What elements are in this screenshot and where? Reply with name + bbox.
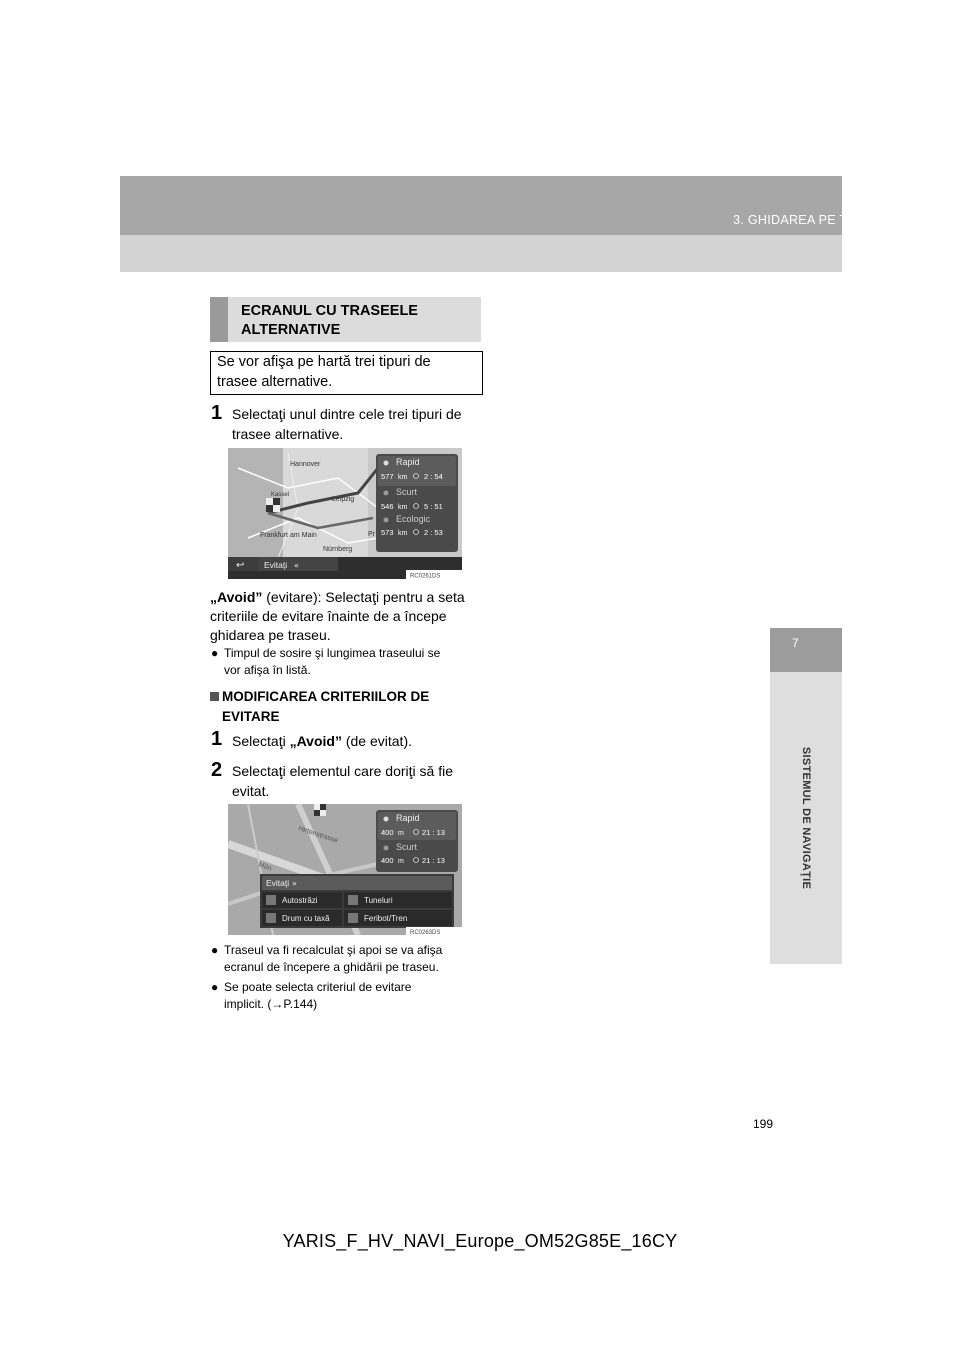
city-label: Kassel: [271, 492, 290, 498]
section-title: ECRANUL CU TRASEELE ALTERNATIVE: [241, 303, 418, 338]
step-a-before: Selectaţi: [232, 733, 290, 749]
route-distance: 400: [381, 856, 394, 865]
route-time: 21 : 13: [422, 828, 445, 837]
section-title-box: [210, 297, 481, 342]
city-label: Pr: [368, 531, 375, 538]
note-1-line-1: Timpul de sosire şi lungimea traseului se: [224, 646, 441, 660]
intro-line-2: trasee alternative.: [217, 374, 333, 390]
city-label: Frankfurt am Main: [260, 532, 317, 539]
route-name: Scurt: [396, 487, 418, 497]
avoid-paragraph-line-3: ghidarea pe traseu.: [210, 627, 331, 643]
avoid-paragraph-line-1: [210, 588, 481, 608]
subsection-title: [210, 687, 481, 727]
avoid-header[interactable]: Evitaţi: [266, 878, 290, 888]
avoid-option[interactable]: Autostrăzi: [282, 896, 318, 905]
route-distance: 400: [381, 828, 394, 837]
header-section-title: 3. GHIDAREA PE TRASEU: [733, 213, 892, 227]
chapter-label: SISTEMUL DE NAVIGAŢIE: [800, 746, 812, 890]
route-time: 2 : 54: [424, 472, 443, 481]
document-code: YARIS_F_HV_NAVI_Europe_OM52G85E_16CY: [282, 1231, 678, 1251]
route-unit: m: [398, 858, 404, 865]
note-1-line-2: vor afişa în listă.: [224, 663, 311, 677]
route-time: 2 : 53: [424, 528, 443, 537]
tunnel-icon: [348, 895, 358, 905]
route-name: Rapid: [396, 813, 420, 823]
step-b-number: 2: [211, 759, 223, 781]
section-title-bar: [210, 297, 228, 342]
avoid-button[interactable]: Evitaţi: [264, 560, 288, 570]
avoid-keyword: „Avoid”: [210, 589, 263, 605]
intro-line-1: Se vor afişa pe hartă trei tipuri de: [217, 354, 431, 370]
avoid-paragraph-rest: (evitare): Selectaţi pentru a seta: [262, 589, 465, 605]
intro-box: [210, 351, 483, 395]
step-b-line-1: Selectaţi elementul care doriţi să fie: [232, 763, 453, 779]
route-time: 21 : 13: [422, 856, 445, 865]
avoid-option[interactable]: Drum cu taxă: [282, 914, 330, 923]
note-3-line-1: Se poate selecta criteriul de evitare: [224, 980, 412, 994]
square-icon: [210, 692, 219, 701]
city-label: Nürnberg: [323, 546, 353, 553]
route-distance: 573: [381, 528, 394, 537]
route-unit: km: [398, 530, 408, 537]
chapter-number: 7: [792, 636, 799, 650]
route-time: 5 : 51: [424, 502, 443, 511]
bullet-icon: ●: [211, 980, 219, 994]
note-3-line-2: implicit. (→P.144): [224, 997, 318, 1011]
route-distance: 577: [381, 472, 394, 481]
route-name: Scurt: [396, 842, 418, 852]
step-b-line-2: evitat.: [232, 783, 270, 799]
avoid-options-screenshot: [228, 804, 462, 935]
bullet-icon: ●: [211, 943, 219, 957]
ferry-icon: [348, 913, 358, 923]
step-a-number: 1: [211, 728, 223, 750]
route-unit: km: [398, 504, 408, 511]
route-name: Rapid: [396, 457, 420, 467]
chapter-tab: [770, 628, 842, 672]
step-a-text: [232, 732, 481, 752]
chevron-up-icon: «: [294, 561, 299, 570]
step-1-line-1: Selectaţi unul dintre cele trei tipuri de: [232, 406, 462, 422]
step-a-keyword: „Avoid”: [289, 733, 342, 749]
subsection-title-line-2: EVITARE: [222, 709, 280, 724]
step-1-line-2: trasee alternative.: [232, 426, 344, 442]
note-2-line-2: ecranul de începere a ghidării pe traseu.: [224, 960, 439, 974]
city-label: Hannover: [290, 461, 321, 468]
street-label: Hirtenstrasse: [297, 825, 339, 845]
note-2: [211, 942, 481, 976]
highway-icon: [266, 895, 276, 905]
header-subband: [120, 235, 842, 272]
map-graphic-2: [228, 804, 462, 935]
city-label: Leipzig: [332, 496, 355, 503]
avoid-option[interactable]: Feribot/Tren: [364, 914, 408, 923]
toll-icon: [266, 913, 276, 923]
note-1: [211, 645, 481, 679]
back-icon[interactable]: ↩: [236, 560, 245, 571]
route-unit: km: [398, 474, 408, 481]
figure-code: RC0263DS: [410, 930, 441, 935]
route-unit: m: [398, 830, 404, 837]
route-name: Ecologic: [396, 514, 431, 524]
note-3: [211, 979, 481, 1013]
chevron-down-icon: »: [292, 879, 297, 888]
bullet-icon: ●: [211, 646, 219, 660]
route-alternatives-screenshot: [228, 448, 462, 579]
step-1-number: 1: [211, 402, 223, 424]
subsection-title-line-1: MODIFICAREA CRITERIILOR DE: [222, 689, 430, 704]
figure-code: RC0261DS: [410, 573, 441, 579]
avoid-paragraph-line-2: criteriile de evitare înainte de a începe: [210, 608, 447, 624]
page-number: 199: [752, 1117, 773, 1131]
note-2-line-1: Traseul va fi recalculat şi apoi se va afişa: [224, 943, 443, 957]
avoid-option[interactable]: Tuneluri: [364, 896, 393, 905]
street-label: Mün: [257, 861, 273, 873]
step-a-after: (de evitat).: [341, 733, 412, 749]
route-distance: 546: [381, 502, 394, 511]
map-graphic: [228, 448, 462, 579]
